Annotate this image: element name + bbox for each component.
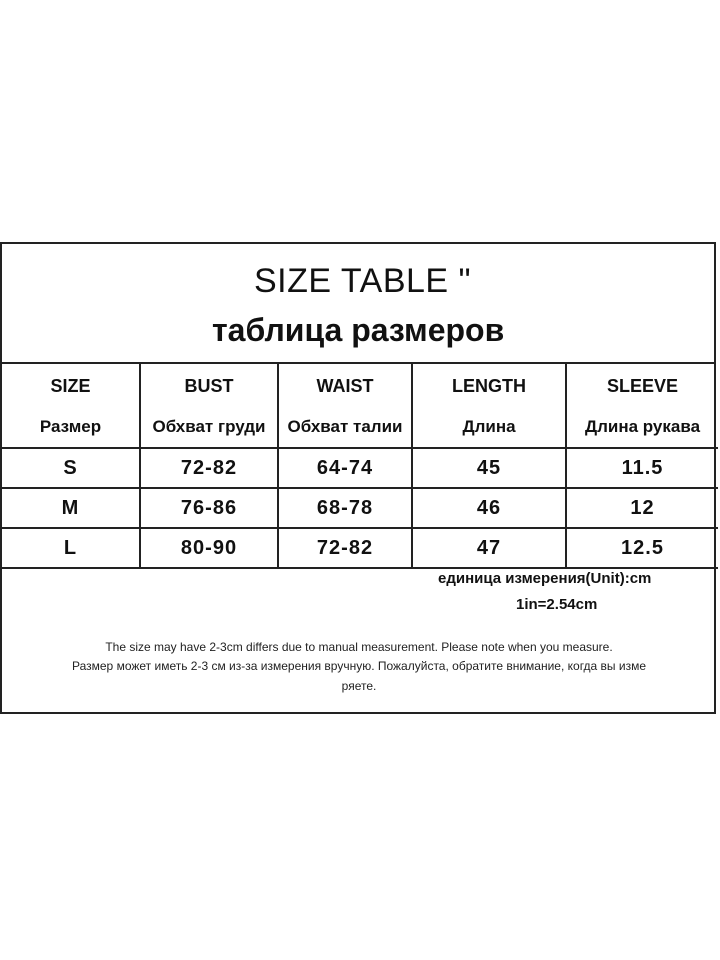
table-row [2, 528, 718, 568]
column-header-ru: Длина [462, 417, 516, 436]
column-header-en: WAIST [316, 376, 374, 396]
measurement-note-english: The size may have 2-3cm differs due to manual measurement. Please note when you measure. [105, 640, 613, 654]
cell-bust: 80-90 [140, 528, 278, 568]
cell-waist: 64-74 [278, 448, 412, 488]
column-header-ru: Размер [39, 417, 102, 436]
column-header-en: LENGTH [452, 376, 526, 396]
column-header-en: SIZE [50, 376, 91, 396]
table-row [2, 448, 718, 488]
title-english: SIZE TABLE " [254, 262, 472, 300]
chart-header [2, 244, 714, 364]
measurement-note-russian-line2: ряете. [341, 679, 377, 693]
column-header-size [2, 364, 140, 448]
cell-size: L [2, 528, 140, 568]
measurement-note-russian-line1: Размер может иметь 2-3 см из-за измерения вручную. Пожалуйста, обратите внимание, когда вы изме [71, 659, 647, 673]
cell-waist: 72-82 [278, 528, 412, 568]
cell-size: S [2, 448, 140, 488]
column-header-length [412, 364, 566, 448]
title-russian: таблица размеров [212, 312, 505, 348]
unit-label: единица измерения(Unit):cm [438, 570, 652, 587]
column-header-sleeve [566, 364, 718, 448]
cell-waist: 68-78 [278, 488, 412, 528]
inch-conversion-label: 1in=2.54cm [516, 596, 598, 613]
column-header-bust [140, 364, 278, 448]
size-chart [0, 242, 716, 714]
cell-sleeve: 11.5 [566, 448, 718, 488]
cell-sleeve: 12 [566, 488, 718, 528]
column-header-ru: Длина рукава [584, 417, 701, 436]
cell-length: 46 [412, 488, 566, 528]
table-row [2, 488, 718, 528]
cell-bust: 72-82 [140, 448, 278, 488]
column-header-waist [278, 364, 412, 448]
cell-length: 45 [412, 448, 566, 488]
size-table [2, 364, 718, 569]
cell-length: 47 [412, 528, 566, 568]
column-header-ru: Обхват талии [287, 417, 403, 436]
cell-bust: 76-86 [140, 488, 278, 528]
column-header-ru: Обхват груди [152, 417, 266, 436]
column-header-en: BUST [184, 376, 234, 396]
table-header-row [2, 364, 718, 448]
column-header-en: SLEEVE [606, 376, 679, 396]
cell-sleeve: 12.5 [566, 528, 718, 568]
cell-size: M [2, 488, 140, 528]
